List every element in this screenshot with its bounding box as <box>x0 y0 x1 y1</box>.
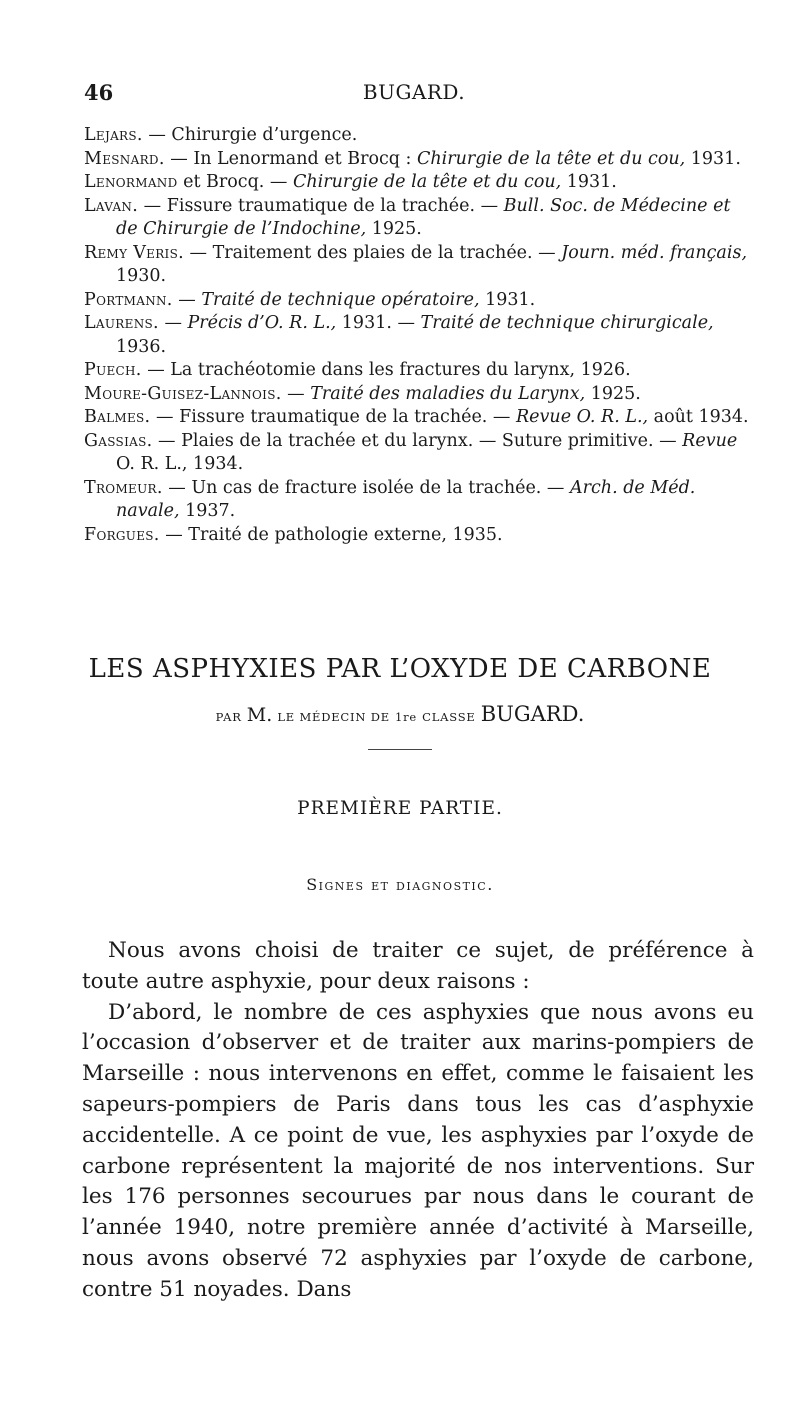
reference-text: 1937. <box>179 501 236 521</box>
reference-author: Forgues. <box>84 524 160 545</box>
article-title: LES ASPHYXIES PAR L’OXYDE DE CARBONE <box>88 654 712 684</box>
reference-text: — In Lenormand et Brocq : <box>164 148 418 169</box>
byline-m: M. <box>246 704 273 726</box>
reference-entry <box>84 148 756 172</box>
reference-entry <box>84 524 756 548</box>
reference-text: — Fissure traumatique de la trachée. — <box>138 195 504 216</box>
byline-rank: 1re <box>395 710 418 724</box>
reference-work-title: Bull. Soc. de Médecine et de Chirurgie de l’Indochine, <box>116 195 731 239</box>
reference-work-title: Journ. méd. français, <box>561 242 748 263</box>
reference-entry <box>84 359 756 383</box>
body-paragraph: Nous avons choisi de traiter ce sujet, de préférence à toute autre asphyxie, pour deux raisons : <box>82 938 754 994</box>
reference-author: Balmes. <box>84 407 151 427</box>
reference-work-title: Chirurgie de la tête et du cou, <box>417 148 686 169</box>
reference-text: 1931. <box>561 172 617 192</box>
reference-work-title: Chirurgie de la tête et du cou, <box>293 172 562 192</box>
reference-text: 1931. — <box>336 313 421 333</box>
reference-text: 1931. <box>479 289 536 310</box>
byline-rank-prefix: LE MÉDECIN DE <box>277 710 390 724</box>
running-title: BUGARD. <box>362 80 466 104</box>
reference-text: — Chirurgie d’urgence. <box>142 125 358 145</box>
reference-entry <box>84 124 756 148</box>
reference-entry <box>84 312 756 359</box>
reference-author: Mesnard. <box>84 148 165 169</box>
body-text <box>82 936 754 1306</box>
reference-text: 1936. <box>116 336 167 357</box>
reference-entry <box>84 383 756 407</box>
article-byline <box>40 702 760 726</box>
reference-work-title: Revue <box>682 430 738 451</box>
reference-entry <box>84 242 756 289</box>
reference-text: août 1934. <box>648 407 749 427</box>
reference-text: et Brocq. — <box>177 172 293 192</box>
reference-text: — Traité de pathologie externe, 1935. <box>159 524 503 545</box>
reference-work-title: Précis d’O. R. L., <box>187 313 337 333</box>
title-divider <box>368 749 432 750</box>
reference-work-title: Arch. de Méd. navale, <box>116 477 696 521</box>
reference-work-title: Traité de technique opératoire, <box>201 289 480 310</box>
reference-text: — <box>281 383 311 404</box>
reference-entry <box>84 477 756 524</box>
section-heading: Signes et diagnostic. <box>306 875 494 894</box>
byline-author-name: BUGARD. <box>480 702 585 726</box>
reference-work-title: Traité des maladies du Larynx, <box>310 383 586 404</box>
reference-author: Lavan. <box>84 195 139 216</box>
reference-text: 1925. <box>585 383 641 404</box>
reference-author: Gassias. <box>84 430 153 451</box>
reference-author: Moure-Guisez-Lannois. <box>84 383 282 404</box>
reference-text: — <box>172 289 202 310</box>
reference-text: O. R. L., 1934. <box>116 454 244 474</box>
reference-author: Lejars. <box>84 125 143 145</box>
reference-entry <box>84 430 756 477</box>
reference-entry <box>84 406 756 430</box>
running-header <box>84 80 744 110</box>
reference-author: Remy Veris. <box>84 242 184 263</box>
reference-text: 1931. <box>685 148 741 169</box>
byline-classe: CLASSE <box>422 710 476 724</box>
reference-text: — Plaies de la trachée et du larynx. — Suture primitive. — <box>152 430 683 451</box>
reference-author: Tromeur. <box>84 477 163 498</box>
bibliography-list <box>84 124 756 547</box>
reference-text: 1925. <box>366 219 422 239</box>
reference-work-title: Traité de technique chirurgicale, <box>420 313 714 333</box>
reference-author: Laurens. <box>84 313 159 333</box>
reference-author: Lenormand <box>84 172 178 192</box>
reference-text: 1930. <box>116 266 167 286</box>
reference-text: — <box>158 313 188 333</box>
reference-text: — La trachéotomie dans les fractures du larynx, 1926. <box>141 360 631 380</box>
byline-par: PAR <box>215 710 242 724</box>
part-heading: PREMIÈRE PARTIE. <box>297 798 503 819</box>
reference-author: Puech. <box>84 360 142 380</box>
reference-entry <box>84 171 756 195</box>
reference-entry <box>84 195 756 242</box>
body-paragraph: D’abord, le nombre de ces asphyxies que nous avons eu l’occasion d’observer et de traiter aux marins-pompiers de Marseille : nous intervenons en effet, comme le faisaient les sapeurs-pompiers de Paris dans tous les cas d’asphyxie accidentelle. A ce point de vue, les asphyxies par l’oxyde de carbone représentent la majorité de nos interventions. Sur les 176 personnes secourues par nous dans le courant de l’année 1940, notre première année d’activité à Marseille, nous avons observé 72 asphyxies par l’oxyde de carbone, contre 51 noyades. Dans <box>82 999 754 1302</box>
page-number: 46 <box>84 80 114 105</box>
reference-text: — Traitement des plaies de la trachée. — <box>183 242 562 263</box>
reference-text: — Fissure traumatique de la trachée. — <box>150 407 516 427</box>
reference-work-title: Revue O. R. L., <box>516 407 649 427</box>
reference-author: Portmann. <box>84 289 173 310</box>
reference-entry <box>84 289 756 313</box>
reference-text: — Un cas de fracture isolée de la trachée. — <box>162 477 570 498</box>
